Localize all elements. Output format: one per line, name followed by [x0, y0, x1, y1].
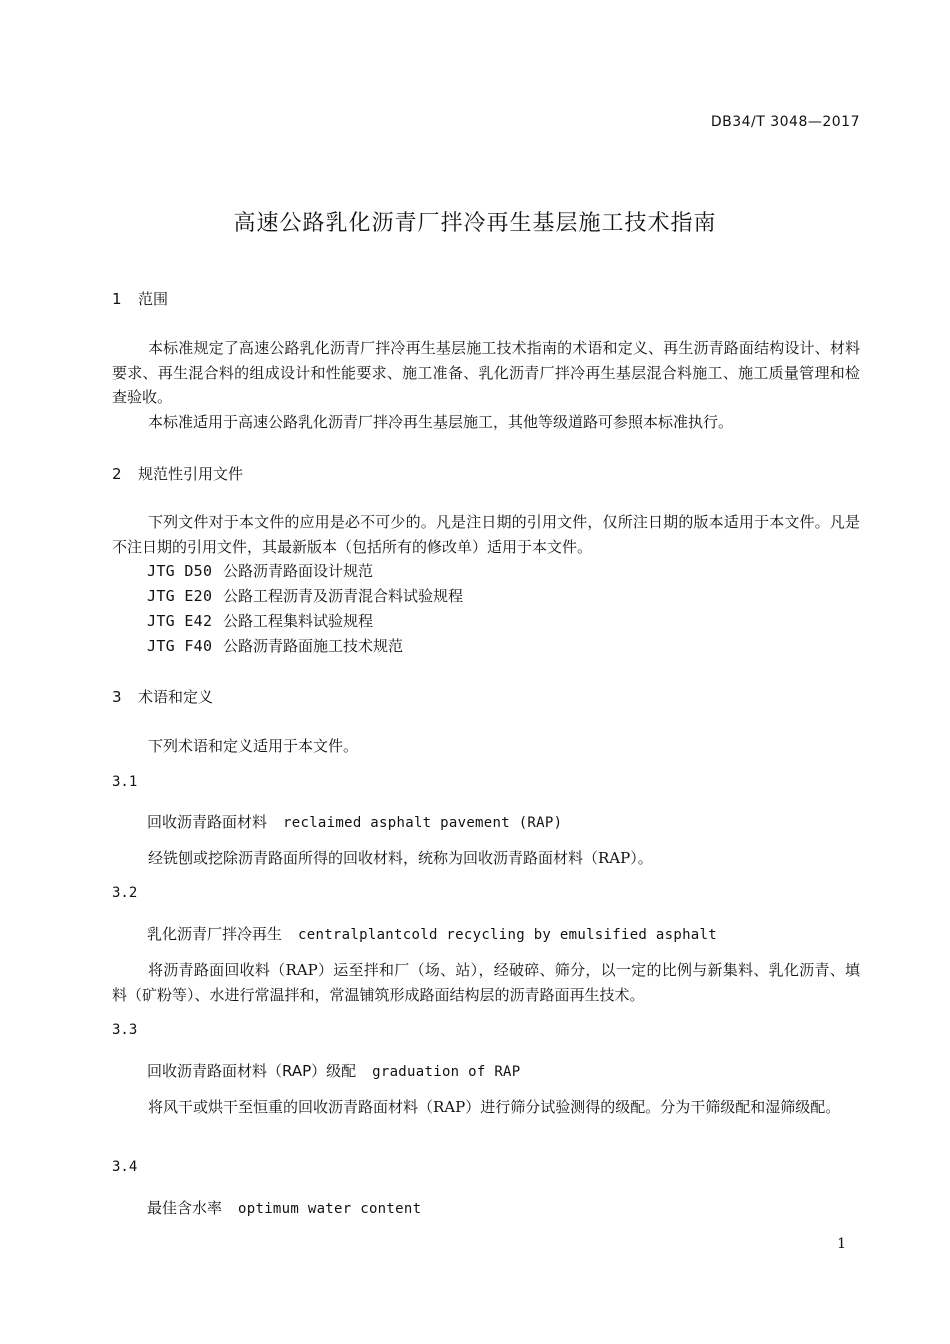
reference-item: [147, 585, 463, 606]
reference-code: JTG D50: [147, 562, 213, 580]
section-title: 范围: [138, 290, 169, 308]
term-en: optimum water content: [238, 1201, 422, 1217]
section-heading-scope: [112, 288, 168, 309]
term-number: 3.4: [112, 1159, 138, 1175]
section-heading-normative-references: [112, 463, 243, 484]
page-number: 1: [837, 1236, 846, 1252]
reference-item: [147, 610, 373, 631]
term-cn: 最佳含水率: [147, 1199, 223, 1217]
term-heading: [147, 923, 717, 944]
paragraph: 本标准适用于高速公路乳化沥青厂拌冷再生基层施工，其他等级道路可参照本标准执行。: [148, 413, 734, 431]
section-title: 术语和定义: [138, 688, 214, 706]
reference-item: [147, 560, 373, 581]
term-heading: [147, 1060, 521, 1081]
reference-name: 公路沥青路面施工技术规范: [223, 637, 404, 655]
term-en: reclaimed asphalt pavement (RAP): [283, 815, 563, 831]
section-number: 1: [112, 290, 122, 308]
section-number: 3: [112, 688, 122, 706]
term-cn: 乳化沥青厂拌冷再生: [147, 925, 283, 943]
term-number: 3.3: [112, 1022, 138, 1038]
paragraph: 本标准规定了高速公路乳化沥青厂拌冷再生基层施工技术指南的术语和定义、再生沥青路面结构设计、材料要求、再生混合料的组成设计和性能要求、施工准备、乳化沥青厂拌冷再生基层混合料施工、施工质量管理和检查验收。: [112, 339, 860, 406]
section-number: 2: [112, 465, 122, 483]
term-cn: 回收沥青路面材料: [147, 813, 268, 831]
paragraph: 下列文件对于本文件的应用是必不可少的。凡是注日期的引用文件，仅所注日期的版本适用于本文件。凡是不注日期的引用文件，其最新版本（包括所有的修改单）适用于本文件。: [112, 513, 860, 556]
term-en: graduation of RAP: [372, 1064, 521, 1080]
term-definition: 将沥青路面回收料（RAP）运至拌和厂（场、站），经破碎、筛分，以一定的比例与新集料、乳化沥青、填料（矿粉等）、水进行常温拌和，常温铺筑形成路面结构层的沥青路面再生技术。: [112, 961, 860, 1004]
term-definition: 将风干或烘干至恒重的回收沥青路面材料（RAP）进行筛分试验测得的级配。分为干筛级配和湿筛级配。: [148, 1098, 841, 1116]
reference-code: JTG F40: [147, 637, 213, 655]
term-en: centralplantcold recycling by emulsified asphalt: [298, 927, 717, 943]
reference-name: 公路工程集料试验规程: [223, 612, 374, 630]
term-number: 3.1: [112, 774, 138, 790]
section-title: 规范性引用文件: [138, 465, 244, 483]
reference-name: 公路工程沥青及沥青混合料试验规程: [223, 587, 464, 605]
section-heading-terms-definitions: [112, 686, 213, 707]
reference-name: 公路沥青路面设计规范: [223, 562, 374, 580]
document-title: 高速公路乳化沥青厂拌冷再生基层施工技术指南: [233, 211, 717, 236]
paragraph: 下列术语和定义适用于本文件。: [148, 737, 359, 755]
term-cn: 回收沥青路面材料（RAP）级配: [147, 1062, 357, 1080]
term-heading: [147, 1197, 421, 1218]
reference-item: [147, 635, 403, 656]
reference-code: JTG E20: [147, 587, 213, 605]
reference-code: JTG E42: [147, 612, 213, 630]
document-code: DB34/T 3048—2017: [710, 114, 860, 130]
term-definition: 经铣刨或挖除沥青路面所得的回收材料，统称为回收沥青路面材料（RAP）。: [148, 849, 653, 867]
term-heading: [147, 811, 562, 832]
term-number: 3.2: [112, 885, 138, 901]
